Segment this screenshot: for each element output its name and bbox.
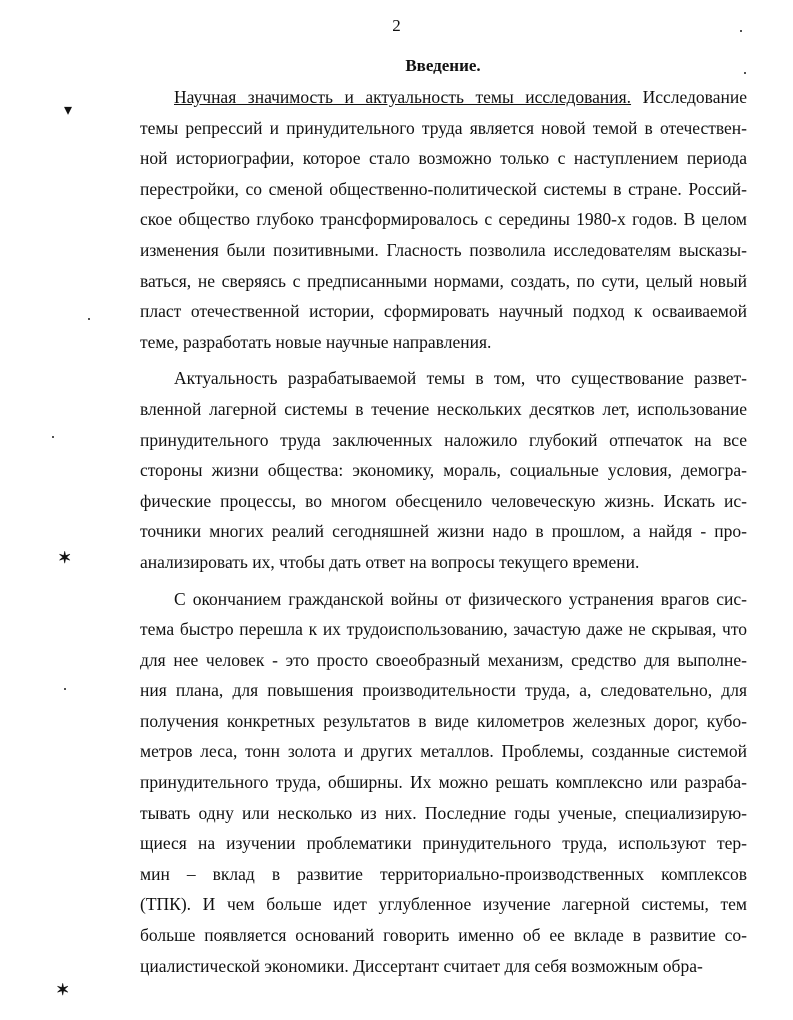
text-line: ной историографии, которое стало возможно только с наступлением периода — [140, 148, 747, 169]
scan-speck: ✶ — [58, 550, 72, 567]
text-line: теме, разработать новые научные направления. — [140, 331, 492, 352]
text-line: анализировать их, чтобы дать ответ на вопросы текущего времени. — [140, 551, 640, 572]
text-line: для нее человек - это просто своеобразный механизм, средство для выполне- — [140, 649, 747, 670]
scan-speck — [52, 436, 54, 438]
line-rest: Исследование — [631, 87, 747, 107]
scan-speck — [740, 30, 742, 32]
text-line: Актуальность разрабатываемой темы в том, что существование развет- — [174, 368, 747, 389]
text-line: стороны жизни общества: экономику, мораль, социальные условия, демогра- — [140, 460, 747, 481]
scan-speck: ✶ — [56, 982, 70, 999]
text-line: ское общество глубоко трансформировалось с середины 1980-х годов. В целом — [140, 209, 747, 230]
text-line: вленной лагерной системы в течение нескольких десятков лет, использование — [140, 398, 747, 419]
text-line: изменения были позитивными. Гласность позволила исследователям высказы- — [140, 239, 747, 260]
text-line: ваться, не сверяясь с предписанными нормами, создать, по сути, целый новый — [140, 270, 747, 291]
text-line: темы репрессий и принудительного труда является новой темой в отечествен- — [140, 117, 747, 138]
scan-speck: ▾ — [64, 102, 73, 119]
text-line: получения конкретных результатов в виде километров железных дорог, кубо- — [140, 710, 747, 731]
text-line: ния плана, для повышения производительности труда, а, следовательно, для — [140, 680, 747, 701]
text-line: перестройки, со сменой общественно-политической системы в стране. Россий- — [140, 178, 747, 199]
page-number: 2 — [392, 16, 401, 35]
text-line: щиеся на изучении проблематики принудительного труда, используют тер- — [140, 833, 747, 854]
text-line: (ТПК). И чем больше идет углубленное изучение лагерной системы, тем — [140, 894, 747, 915]
scan-speck — [744, 72, 746, 74]
scan-speck — [64, 688, 66, 690]
document-body — [140, 82, 747, 981]
text-line: больше появляется оснований говорить именно об ее вкладе в развитие со- — [140, 925, 747, 946]
text-line: тывать одну или несколько из них. Последние годы ученые, специализирую- — [140, 802, 747, 823]
text-line: циалистической экономики. Диссертант считает для себя возможным обра- — [140, 955, 703, 976]
text-line: принудительного труда заключенных наложило глубокий отпечаток на все — [140, 429, 747, 450]
section-heading: Введение. — [405, 56, 481, 75]
text-line: принудительного труда, обширны. Их можно решать комплексно или разраба- — [140, 772, 747, 793]
text-line: пласт отечественной истории, сформировать научный подход к осваиваемой — [140, 301, 747, 322]
text-line: метров леса, тонн золота и других металлов. Проблемы, созданные системой — [140, 741, 747, 762]
scan-speck — [88, 318, 90, 320]
text-line: мин – вклад в развитие территориально-производственных комплексов — [140, 863, 747, 884]
text-line — [140, 82, 747, 113]
text-line: тема быстро перешла к их трудоиспользованию, зачастую даже не скрывая, что — [140, 619, 747, 640]
underlined-phrase: Научная значимость и актуальность темы исследования. — [174, 87, 632, 107]
text-line: фические процессы, во многом обесценило человеческую жизнь. Искать ис- — [140, 490, 747, 511]
text-line: С окончанием гражданской войны от физического устранения врагов сис- — [174, 588, 747, 609]
text-line: точники многих реалий сегодняшней жизни надо в прошлом, а найдя - про- — [140, 521, 747, 542]
